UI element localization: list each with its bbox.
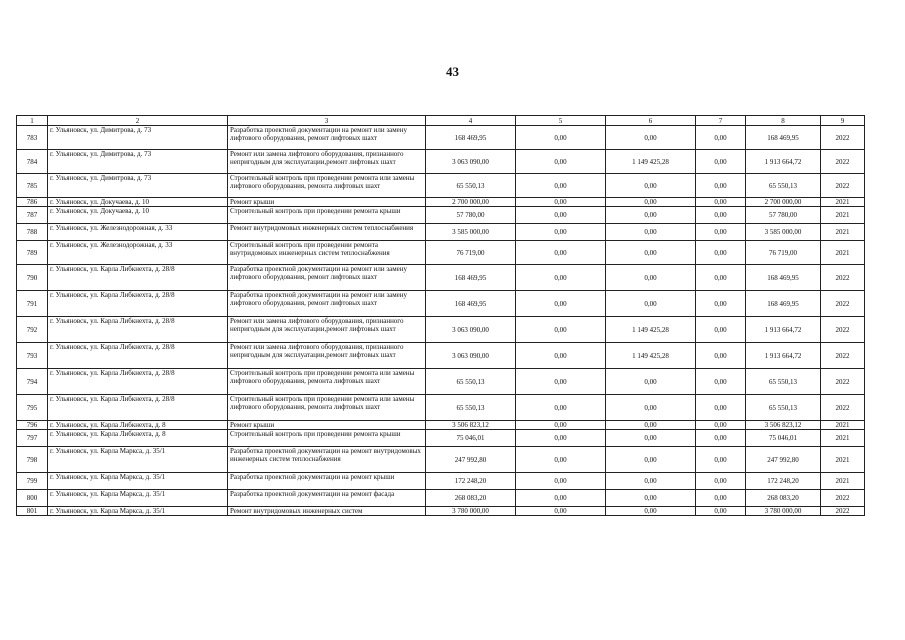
amount-cell: 65 550,13 bbox=[746, 174, 821, 198]
amount-cell: 0,00 bbox=[606, 198, 696, 207]
amount-cell: 0,00 bbox=[516, 395, 606, 421]
address-cell: г. Ульяновск, ул. Карла Либкнехта, д. 28/8 bbox=[48, 291, 228, 317]
amount-cell: 0,00 bbox=[606, 507, 696, 516]
amount-cell: 0,00 bbox=[516, 430, 606, 447]
amount-cell: 0,00 bbox=[696, 291, 746, 317]
row-number: 801 bbox=[17, 507, 48, 516]
header-cell: 7 bbox=[696, 116, 746, 126]
amount-cell: 0,00 bbox=[696, 490, 746, 507]
address-cell: г. Ульяновск, ул. Карла Маркса, д. 35/1 bbox=[48, 447, 228, 473]
year-cell: 2022 bbox=[821, 395, 865, 421]
address-cell: г. Ульяновск, ул. Карла Либкнехта, д. 28/8 bbox=[48, 369, 228, 395]
amount-cell: 0,00 bbox=[606, 207, 696, 224]
amount-cell: 1 149 425,28 bbox=[606, 343, 696, 369]
amount-cell: 0,00 bbox=[516, 317, 606, 343]
work-type-cell: Ремонт или замена лифтового оборудования, признанного непригодным для эксплуатации,ремонт лифтовых шахт bbox=[228, 343, 426, 369]
amount-cell: 75 046,01 bbox=[426, 430, 516, 447]
amount-cell: 0,00 bbox=[696, 207, 746, 224]
amount-cell: 3 506 823,12 bbox=[426, 421, 516, 430]
amount-cell: 0,00 bbox=[696, 126, 746, 150]
row-number: 799 bbox=[17, 473, 48, 490]
table-row bbox=[17, 343, 865, 369]
amount-cell: 247 992,80 bbox=[746, 447, 821, 473]
table-row bbox=[17, 490, 865, 507]
table-row bbox=[17, 430, 865, 447]
year-cell: 2022 bbox=[821, 369, 865, 395]
table-row bbox=[17, 473, 865, 490]
row-number: 795 bbox=[17, 395, 48, 421]
row-number: 783 bbox=[17, 126, 48, 150]
amount-cell: 3 780 000,00 bbox=[426, 507, 516, 516]
address-cell: г. Ульяновск, ул. Карла Либкнехта, д. 28/8 bbox=[48, 343, 228, 369]
amount-cell: 0,00 bbox=[606, 421, 696, 430]
amount-cell: 3 585 000,00 bbox=[426, 224, 516, 241]
amount-cell: 0,00 bbox=[696, 265, 746, 291]
table-row bbox=[17, 174, 865, 198]
amount-cell: 0,00 bbox=[606, 291, 696, 317]
amount-cell: 75 046,01 bbox=[746, 430, 821, 447]
amount-cell: 65 550,13 bbox=[426, 369, 516, 395]
address-cell: г. Ульяновск, ул. Димитрова, д. 73 bbox=[48, 126, 228, 150]
table-row bbox=[17, 317, 865, 343]
amount-cell: 3 063 090,00 bbox=[426, 343, 516, 369]
year-cell: 2021 bbox=[821, 473, 865, 490]
year-cell: 2022 bbox=[821, 507, 865, 516]
work-type-cell: Ремонт крыши bbox=[228, 421, 426, 430]
amount-cell: 0,00 bbox=[516, 207, 606, 224]
amount-cell: 0,00 bbox=[606, 490, 696, 507]
address-cell: г. Ульяновск, ул. Железнодорожная, д. 33 bbox=[48, 224, 228, 241]
header-cell: 6 bbox=[606, 116, 696, 126]
amount-cell: 65 550,13 bbox=[426, 395, 516, 421]
amount-cell: 0,00 bbox=[606, 174, 696, 198]
amount-cell: 1 913 664,72 bbox=[746, 150, 821, 174]
year-cell: 2022 bbox=[821, 317, 865, 343]
amount-cell: 57 780,00 bbox=[426, 207, 516, 224]
amount-cell: 0,00 bbox=[696, 174, 746, 198]
year-cell: 2022 bbox=[821, 343, 865, 369]
table-body bbox=[17, 126, 865, 516]
amount-cell: 0,00 bbox=[606, 447, 696, 473]
row-number: 788 bbox=[17, 224, 48, 241]
amount-cell: 168 469,95 bbox=[746, 291, 821, 317]
year-cell: 2022 bbox=[821, 490, 865, 507]
work-type-cell: Ремонт внутридомовых инженерных систем теплоснабжения bbox=[228, 224, 426, 241]
amount-cell: 0,00 bbox=[696, 369, 746, 395]
table-row bbox=[17, 241, 865, 265]
amount-cell: 0,00 bbox=[606, 369, 696, 395]
header-cell: 1 bbox=[17, 116, 48, 126]
work-type-cell: Разработка проектной документации на ремонт или замену лифтового оборудования, ремонт лифтовых шахт bbox=[228, 265, 426, 291]
work-type-cell: Разработка проектной документации на ремонт крыши bbox=[228, 473, 426, 490]
amount-cell: 0,00 bbox=[516, 224, 606, 241]
amount-cell: 168 469,95 bbox=[426, 291, 516, 317]
amount-cell: 0,00 bbox=[516, 343, 606, 369]
amount-cell: 172 248,20 bbox=[746, 473, 821, 490]
work-type-cell: Строительный контроль при проведении ремонта или замены лифтового оборудования, ремонта лифтовых шахт bbox=[228, 174, 426, 198]
address-cell: г. Ульяновск, ул. Карла Либкнехта, д. 28/8 bbox=[48, 265, 228, 291]
amount-cell: 0,00 bbox=[516, 447, 606, 473]
work-type-cell: Строительный контроль при проведении ремонта или замены лифтового оборудования, ремонта лифтовых шахт bbox=[228, 395, 426, 421]
row-number: 792 bbox=[17, 317, 48, 343]
amount-cell: 0,00 bbox=[516, 291, 606, 317]
year-cell: 2021 bbox=[821, 447, 865, 473]
amount-cell: 0,00 bbox=[696, 317, 746, 343]
amount-cell: 0,00 bbox=[606, 126, 696, 150]
table-row bbox=[17, 395, 865, 421]
amount-cell: 0,00 bbox=[516, 473, 606, 490]
address-cell: г. Ульяновск, ул. Карла Либкнехта, д. 8 bbox=[48, 430, 228, 447]
address-cell: г. Ульяновск, ул. Железнодорожная, д. 33 bbox=[48, 241, 228, 265]
amount-cell: 2 700 000,00 bbox=[426, 198, 516, 207]
row-number: 798 bbox=[17, 447, 48, 473]
amount-cell: 0,00 bbox=[606, 241, 696, 265]
amount-cell: 76 719,00 bbox=[426, 241, 516, 265]
amount-cell: 168 469,95 bbox=[426, 126, 516, 150]
address-cell: г. Ульяновск, ул. Докучаева, д. 10 bbox=[48, 198, 228, 207]
amount-cell: 1 149 425,28 bbox=[606, 317, 696, 343]
address-cell: г. Ульяновск, ул. Димитрова, д. 73 bbox=[48, 150, 228, 174]
amount-cell: 0,00 bbox=[516, 174, 606, 198]
year-cell: 2022 bbox=[821, 126, 865, 150]
amount-cell: 0,00 bbox=[516, 421, 606, 430]
column-number-header bbox=[17, 116, 865, 126]
row-number: 785 bbox=[17, 174, 48, 198]
amount-cell: 0,00 bbox=[516, 490, 606, 507]
amount-cell: 65 550,13 bbox=[426, 174, 516, 198]
work-type-cell: Строительный контроль при проведении ремонта крыши bbox=[228, 207, 426, 224]
amount-cell: 0,00 bbox=[696, 473, 746, 490]
repair-registry-table bbox=[16, 115, 865, 516]
amount-cell: 57 780,00 bbox=[746, 207, 821, 224]
year-cell: 2022 bbox=[821, 150, 865, 174]
amount-cell: 0,00 bbox=[516, 369, 606, 395]
amount-cell: 0,00 bbox=[516, 198, 606, 207]
amount-cell: 0,00 bbox=[606, 265, 696, 291]
row-number: 784 bbox=[17, 150, 48, 174]
year-cell: 2022 bbox=[821, 265, 865, 291]
year-cell: 2021 bbox=[821, 198, 865, 207]
amount-cell: 1 149 425,28 bbox=[606, 150, 696, 174]
amount-cell: 0,00 bbox=[696, 343, 746, 369]
amount-cell: 268 083,20 bbox=[746, 490, 821, 507]
amount-cell: 3 506 823,12 bbox=[746, 421, 821, 430]
amount-cell: 168 469,95 bbox=[746, 126, 821, 150]
amount-cell: 3 780 000,00 bbox=[746, 507, 821, 516]
amount-cell: 0,00 bbox=[606, 395, 696, 421]
row-number: 786 bbox=[17, 198, 48, 207]
header-cell: 4 bbox=[426, 116, 516, 126]
table-row bbox=[17, 421, 865, 430]
row-number: 793 bbox=[17, 343, 48, 369]
work-type-cell: Разработка проектной документации на ремонт или замену лифтового оборудования, ремонт лифтовых шахт bbox=[228, 126, 426, 150]
amount-cell: 0,00 bbox=[696, 421, 746, 430]
work-type-cell: Ремонт внутридомовых инженерных систем bbox=[228, 507, 426, 516]
row-number: 794 bbox=[17, 369, 48, 395]
amount-cell: 0,00 bbox=[606, 430, 696, 447]
row-number: 790 bbox=[17, 265, 48, 291]
amount-cell: 0,00 bbox=[696, 150, 746, 174]
work-type-cell: Разработка проектной документации на ремонт внутридомовых инженерных систем теплоснабжения bbox=[228, 447, 426, 473]
table-row bbox=[17, 150, 865, 174]
table-row bbox=[17, 207, 865, 224]
address-cell: г. Ульяновск, ул. Карла Маркса, д. 35/1 bbox=[48, 507, 228, 516]
row-number: 797 bbox=[17, 430, 48, 447]
address-cell: г. Ульяновск, ул. Карла Маркса, д. 35/1 bbox=[48, 490, 228, 507]
table-row bbox=[17, 507, 865, 516]
address-cell: г. Ульяновск, ул. Карла Либкнехта, д. 8 bbox=[48, 421, 228, 430]
address-cell: г. Ульяновск, ул. Димитрова, д. 73 bbox=[48, 174, 228, 198]
header-cell: 3 bbox=[228, 116, 426, 126]
work-type-cell: Разработка проектной документации на ремонт или замену лифтового оборудования, ремонт лифтовых шахт bbox=[228, 291, 426, 317]
year-cell: 2021 bbox=[821, 224, 865, 241]
amount-cell: 168 469,95 bbox=[426, 265, 516, 291]
amount-cell: 172 248,20 bbox=[426, 473, 516, 490]
amount-cell: 3 063 090,00 bbox=[426, 317, 516, 343]
work-type-cell: Ремонт крыши bbox=[228, 198, 426, 207]
amount-cell: 76 719,00 bbox=[746, 241, 821, 265]
year-cell: 2022 bbox=[821, 174, 865, 198]
amount-cell: 2 700 000,00 bbox=[746, 198, 821, 207]
amount-cell: 0,00 bbox=[516, 507, 606, 516]
amount-cell: 0,00 bbox=[696, 395, 746, 421]
header-cell: 9 bbox=[821, 116, 865, 126]
table-row bbox=[17, 224, 865, 241]
header-cell: 8 bbox=[746, 116, 821, 126]
amount-cell: 0,00 bbox=[516, 150, 606, 174]
amount-cell: 3 063 090,00 bbox=[426, 150, 516, 174]
address-cell: г. Ульяновск, ул. Карла Маркса, д. 35/1 bbox=[48, 473, 228, 490]
amount-cell: 0,00 bbox=[696, 224, 746, 241]
table-row bbox=[17, 126, 865, 150]
header-cell: 2 bbox=[48, 116, 228, 126]
work-type-cell: Строительный контроль при проведении ремонта внутридомовых инженерных систем теплоснабжения bbox=[228, 241, 426, 265]
amount-cell: 0,00 bbox=[606, 473, 696, 490]
amount-cell: 168 469,95 bbox=[746, 265, 821, 291]
amount-cell: 0,00 bbox=[696, 430, 746, 447]
row-number: 791 bbox=[17, 291, 48, 317]
amount-cell: 268 083,20 bbox=[426, 490, 516, 507]
work-type-cell: Ремонт или замена лифтового оборудования, признанного непригодным для эксплуатации,ремонт лифтовых шахт bbox=[228, 317, 426, 343]
amount-cell: 0,00 bbox=[516, 126, 606, 150]
page-number: 43 bbox=[446, 64, 459, 79]
table-row bbox=[17, 447, 865, 473]
year-cell: 2021 bbox=[821, 421, 865, 430]
amount-cell: 1 913 664,72 bbox=[746, 343, 821, 369]
year-cell: 2021 bbox=[821, 207, 865, 224]
amount-cell: 3 585 000,00 bbox=[746, 224, 821, 241]
work-type-cell: Ремонт или замена лифтового оборудования, признанного непригодным для эксплуатации,ремонт лифтовых шахт bbox=[228, 150, 426, 174]
work-type-cell: Разработка проектной документации на ремонт фасада bbox=[228, 490, 426, 507]
work-type-cell: Строительный контроль при проведении ремонта крыши bbox=[228, 430, 426, 447]
row-number: 800 bbox=[17, 490, 48, 507]
address-cell: г. Ульяновск, ул. Карла Либкнехта, д. 28/8 bbox=[48, 317, 228, 343]
year-cell: 2022 bbox=[821, 291, 865, 317]
amount-cell: 0,00 bbox=[606, 224, 696, 241]
amount-cell: 65 550,13 bbox=[746, 395, 821, 421]
address-cell: г. Ульяновск, ул. Докучаева, д. 10 bbox=[48, 207, 228, 224]
row-number: 787 bbox=[17, 207, 48, 224]
year-cell: 2021 bbox=[821, 430, 865, 447]
amount-cell: 0,00 bbox=[516, 265, 606, 291]
table-row bbox=[17, 291, 865, 317]
address-cell: г. Ульяновск, ул. Карла Либкнехта, д. 28/8 bbox=[48, 395, 228, 421]
row-number: 796 bbox=[17, 421, 48, 430]
table-row bbox=[17, 198, 865, 207]
work-type-cell: Строительный контроль при проведении ремонта или замены лифтового оборудования, ремонта лифтовых шахт bbox=[228, 369, 426, 395]
amount-cell: 0,00 bbox=[696, 198, 746, 207]
row-number: 789 bbox=[17, 241, 48, 265]
amount-cell: 0,00 bbox=[696, 241, 746, 265]
table-row bbox=[17, 265, 865, 291]
amount-cell: 247 992,80 bbox=[426, 447, 516, 473]
amount-cell: 65 550,13 bbox=[746, 369, 821, 395]
year-cell: 2021 bbox=[821, 241, 865, 265]
table-row bbox=[17, 369, 865, 395]
header-cell: 5 bbox=[516, 116, 606, 126]
amount-cell: 0,00 bbox=[696, 447, 746, 473]
amount-cell: 0,00 bbox=[516, 241, 606, 265]
amount-cell: 1 913 664,72 bbox=[746, 317, 821, 343]
amount-cell: 0,00 bbox=[696, 507, 746, 516]
